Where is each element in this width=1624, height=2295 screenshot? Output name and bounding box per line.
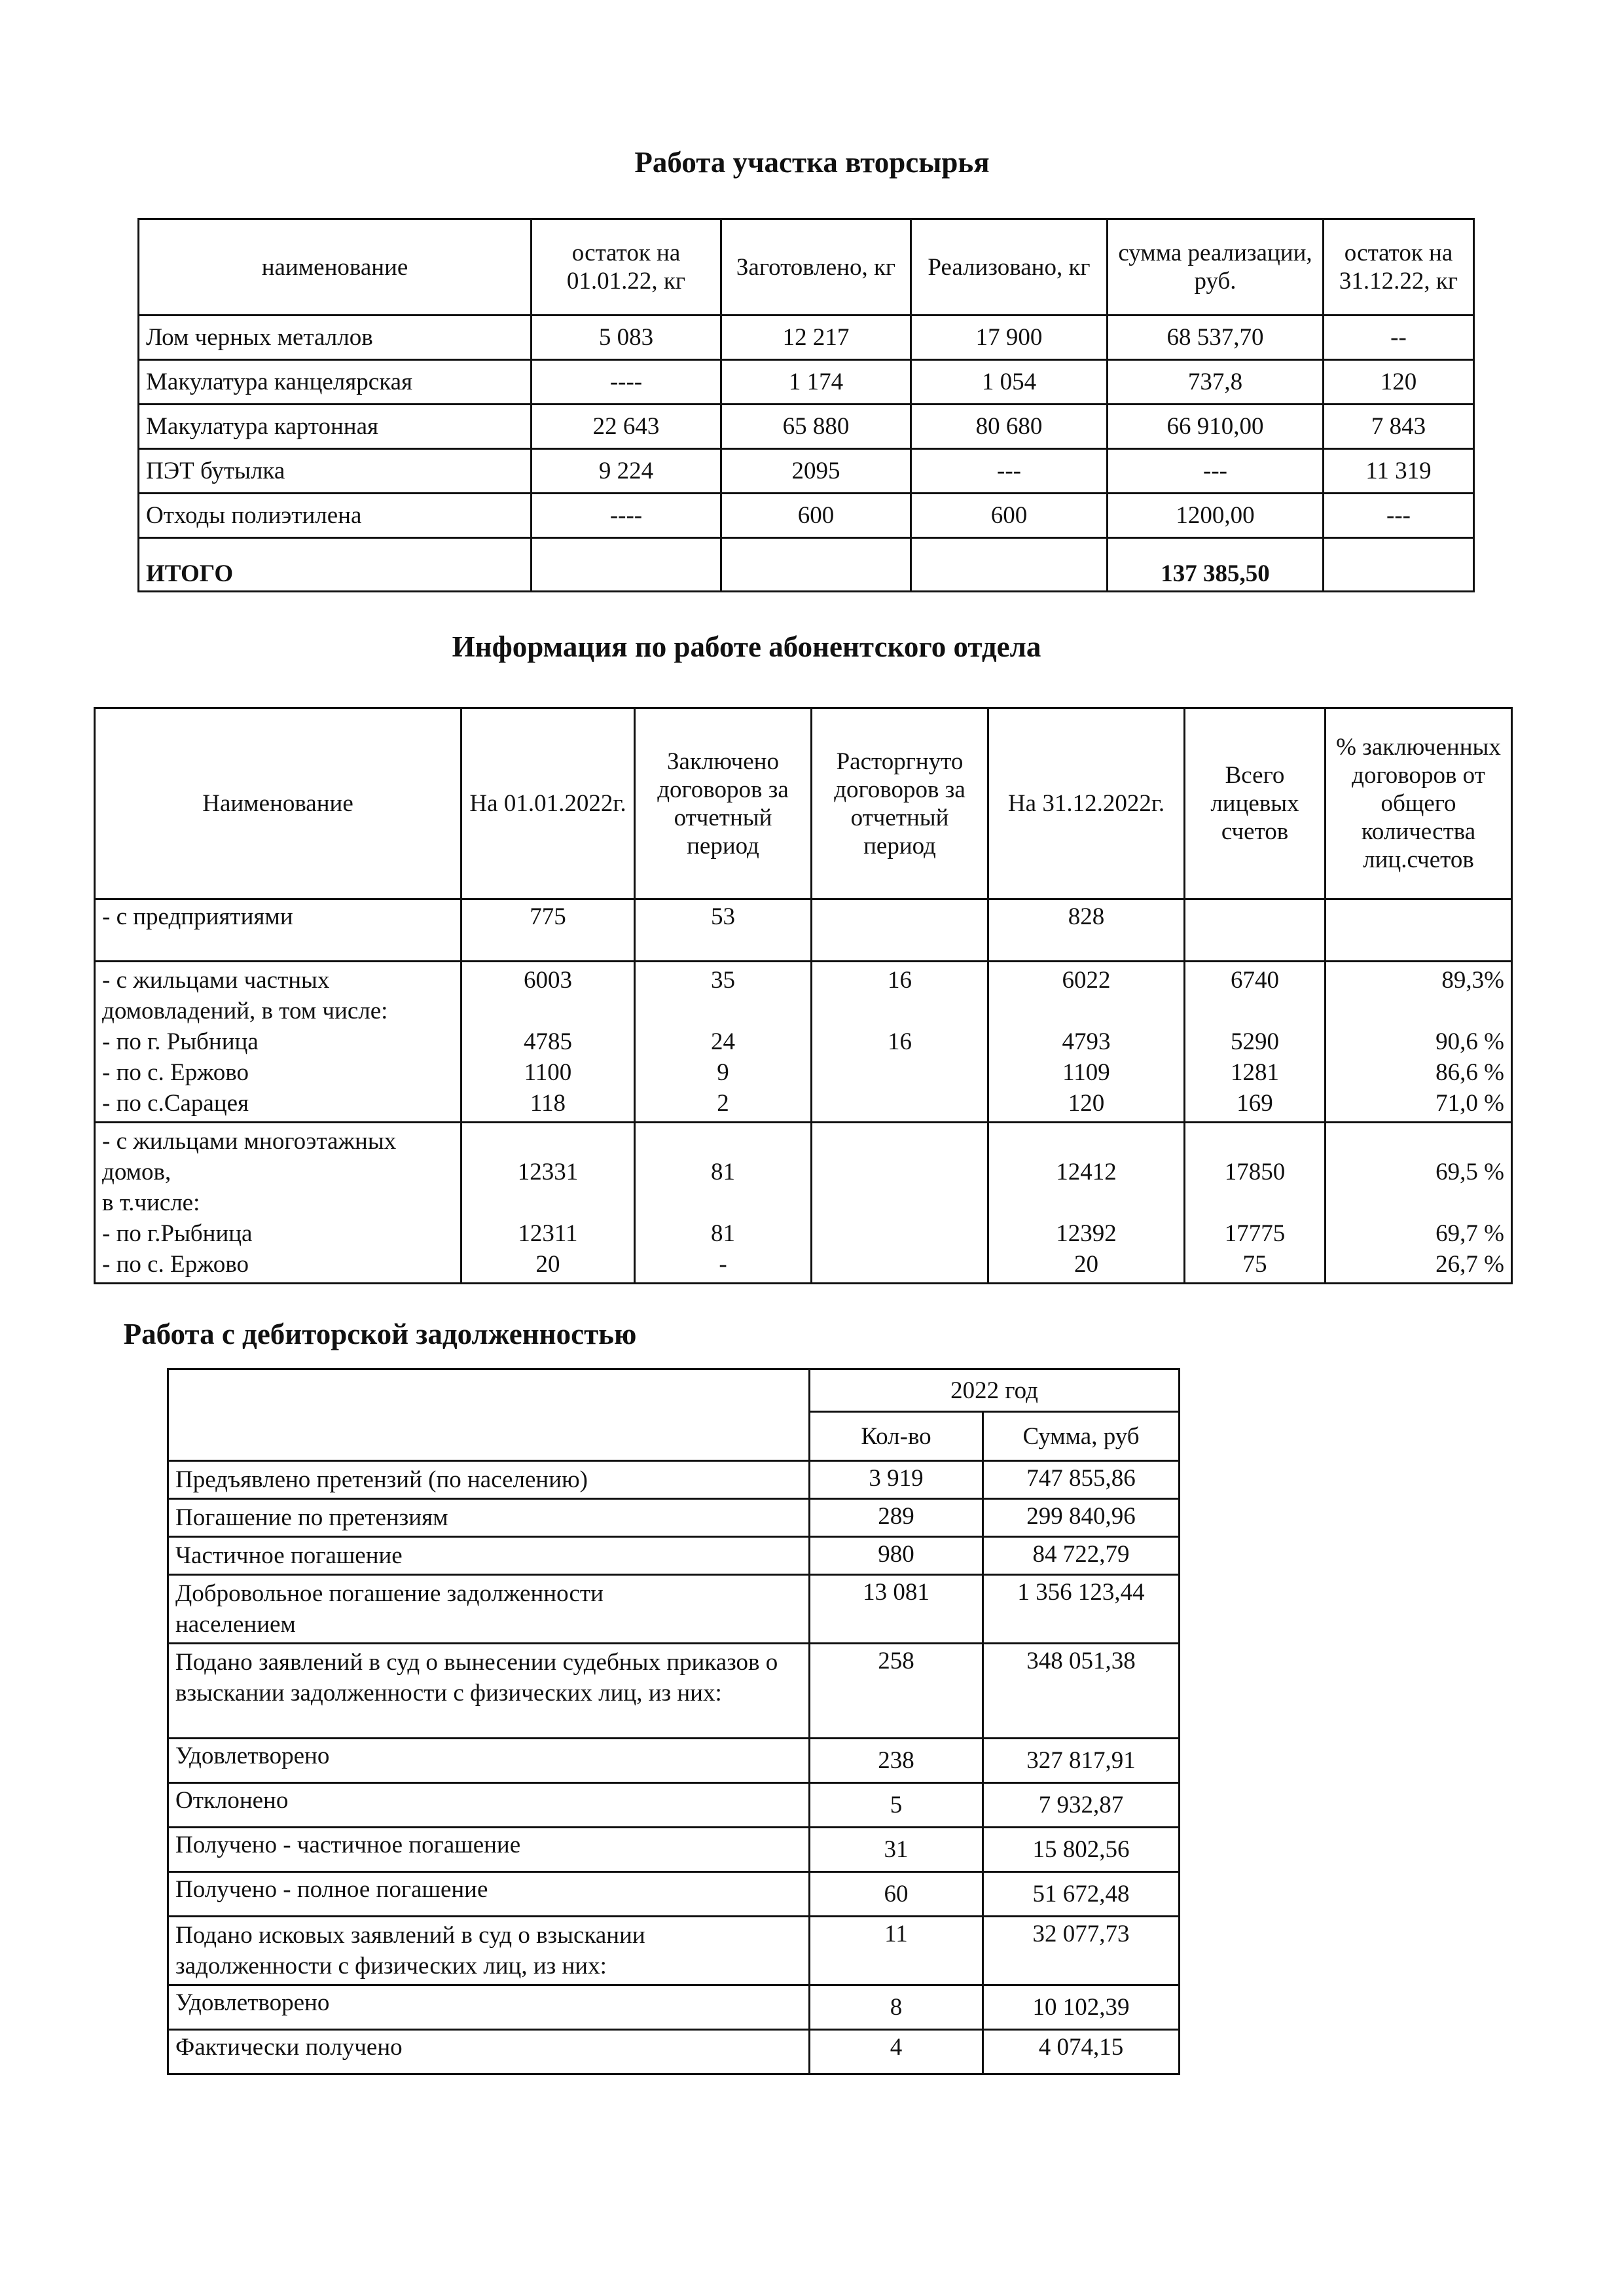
recycling-cell: 22 643	[532, 405, 721, 449]
recycling-cell: 600	[721, 494, 911, 538]
debts-cell: 1 356 123,44	[983, 1575, 1180, 1644]
recycling-cell: 1200,00	[1108, 494, 1324, 538]
subscribers-line: 16	[888, 967, 912, 994]
subscribers-cell	[95, 1123, 461, 1284]
debts-cell: Добровольное погашение задолженности населением	[168, 1575, 810, 1644]
subscribers-line: - по г. Рыбница	[102, 1028, 259, 1055]
subscribers-cell	[812, 1123, 988, 1284]
subscribers-line: -	[719, 1251, 727, 1278]
debts-header-year: 2022 год	[810, 1369, 1180, 1412]
subscribers-cell	[1326, 899, 1512, 962]
debts-cell: 13 081	[810, 1575, 983, 1644]
debts-title: Работа с дебиторской задолженностью	[123, 1318, 637, 1350]
recycling-header-sum: сумма реализации, руб.	[1108, 219, 1324, 316]
table-row	[139, 494, 1474, 538]
subscribers-line: 5290	[1231, 1028, 1279, 1055]
table-row	[168, 1783, 1180, 1828]
table-row	[95, 1123, 1512, 1284]
subscribers-line: - с жильцами многоэтажных	[102, 1128, 397, 1155]
subscribers-cell	[1185, 899, 1326, 962]
subscribers-line: 1100	[524, 1059, 572, 1086]
subscribers-line	[819, 1057, 981, 1088]
subscribers-line: 12311	[518, 1220, 578, 1247]
subscribers-header-concluded: Заключено договоров за отчетный период	[635, 708, 812, 899]
debts-header-sum: Сумма, руб	[983, 1412, 1180, 1461]
recycling-cell: ----	[532, 494, 721, 538]
subscribers-line: - по с. Ержово	[102, 1059, 249, 1086]
subscribers-line	[819, 996, 981, 1026]
subscribers-line: 120	[1068, 1090, 1105, 1117]
subscribers-cell	[988, 1123, 1185, 1284]
debts-cell: 3 919	[810, 1461, 983, 1499]
recycling-cell: ПЭТ бутылка	[139, 449, 532, 494]
subscribers-line: домов,	[102, 1159, 171, 1185]
recycling-cell	[721, 538, 911, 592]
subscribers-line: 81	[711, 1220, 735, 1247]
recycling-cell: ---	[1108, 449, 1324, 494]
subscribers-line: 89,3%	[1441, 967, 1504, 994]
subscribers-line: 1109	[1062, 1059, 1110, 1086]
subscribers-line: 90,6 %	[1435, 1028, 1504, 1055]
recycling-cell: 2095	[721, 449, 911, 494]
recycling-title: Работа участка вторсырья	[634, 146, 990, 179]
subscribers-cell	[1185, 962, 1326, 1123]
recycling-cell: 600	[911, 494, 1108, 538]
subscribers-line	[996, 1187, 1177, 1218]
debts-cell: 31	[810, 1828, 983, 1872]
subscribers-line	[1192, 996, 1318, 1026]
subscribers-line: 118	[530, 1090, 566, 1117]
debts-header-empty	[168, 1369, 810, 1461]
debts-cell: 258	[810, 1644, 983, 1739]
table-row	[168, 1575, 1180, 1644]
subscribers-line	[1333, 996, 1504, 1026]
recycling-cell: 66 910,00	[1108, 405, 1324, 449]
debts-cell: 4 074,15	[983, 2030, 1180, 2074]
subscribers-line	[642, 996, 804, 1026]
recycling-cell: Макулатура канцелярская	[139, 360, 532, 405]
debts-cell: 11	[810, 1917, 983, 1985]
recycling-cell: 5 083	[532, 316, 721, 360]
subscribers-line: 6003	[524, 967, 572, 994]
subscribers-line	[469, 1187, 627, 1218]
subscribers-cell	[1185, 1123, 1326, 1284]
subscribers-line: 9	[717, 1059, 729, 1086]
subscribers-line: 20	[535, 1251, 560, 1278]
recycling-total-label: ИТОГО	[139, 538, 532, 592]
recycling-cell: 1 054	[911, 360, 1108, 405]
subscribers-line: 17775	[1224, 1220, 1286, 1247]
subscribers-cell	[461, 1123, 635, 1284]
subscribers-line: в т.числе:	[102, 1189, 200, 1216]
table-row	[95, 962, 1512, 1123]
debts-cell: Получено - полное погашение	[168, 1872, 810, 1917]
recycling-cell	[1324, 538, 1474, 592]
subscribers-header-row	[95, 708, 1512, 899]
subscribers-cell: 828	[988, 899, 1185, 962]
subscribers-line	[642, 1126, 804, 1157]
subscribers-line: - по с. Ержово	[102, 1251, 249, 1278]
subscribers-line: 35	[711, 967, 735, 994]
debts-cell: Удовлетворено	[168, 1739, 810, 1783]
subscribers-cell	[635, 1123, 812, 1284]
recycling-cell	[911, 538, 1108, 592]
subscribers-cell	[812, 962, 988, 1123]
subscribers-cell	[461, 962, 635, 1123]
subscribers-line	[819, 1088, 981, 1119]
debts-cell: 4	[810, 2030, 983, 2074]
recycling-cell: 7 843	[1324, 405, 1474, 449]
recycling-cell: Макулатура картонная	[139, 405, 532, 449]
table-row	[139, 316, 1474, 360]
subscribers-line: - с жильцами частных	[102, 967, 330, 994]
table-row	[168, 2030, 1180, 2074]
debts-cell: 60	[810, 1872, 983, 1917]
subscribers-line	[996, 996, 1177, 1026]
recycling-header-row	[139, 219, 1474, 316]
debts-cell: 348 051,38	[983, 1644, 1180, 1739]
debts-cell: 238	[810, 1739, 983, 1783]
subscribers-line: 69,7 %	[1435, 1220, 1504, 1247]
debts-cell: 747 855,86	[983, 1461, 1180, 1499]
subscribers-table	[94, 707, 1513, 1284]
debts-table	[167, 1368, 1180, 2075]
subscribers-line	[819, 1218, 981, 1249]
debts-cell: Подано исковых заявлений в суд о взыскании задолженности с физических лиц, из них:	[168, 1917, 810, 1985]
debts-cell: 32 077,73	[983, 1917, 1180, 1985]
subscribers-header-end: На 31.12.2022г.	[988, 708, 1185, 899]
subscribers-cell: - с предприятиями	[95, 899, 461, 962]
table-row	[168, 1461, 1180, 1499]
recycling-total-sum: 137 385,50	[1108, 538, 1324, 592]
subscribers-line: 17850	[1224, 1159, 1286, 1185]
debts-cell: Погашение по претензиям	[168, 1499, 810, 1537]
recycling-cell: 68 537,70	[1108, 316, 1324, 360]
subscribers-line: 69,5 %	[1435, 1159, 1504, 1185]
debts-cell: 5	[810, 1783, 983, 1828]
subscribers-line	[819, 1126, 981, 1157]
debts-cell: Удовлетворено	[168, 1985, 810, 2030]
subscribers-line: 2	[717, 1090, 729, 1117]
subscribers-cell	[635, 962, 812, 1123]
subscribers-cell: 53	[635, 899, 812, 962]
table-row	[168, 1739, 1180, 1783]
subscribers-line	[1333, 1126, 1504, 1157]
subscribers-title: Информация по работе абонентского отдела	[452, 630, 1041, 663]
subscribers-cell	[1326, 1123, 1512, 1284]
subscribers-line: 81	[711, 1159, 735, 1185]
debts-cell: Подано заявлений в суд о вынесении судебных приказов о взыскании задолженности с физических лиц, из них:	[168, 1644, 810, 1739]
subscribers-header-percent: % заключенных договоров от общего количества лиц.счетов	[1326, 708, 1512, 899]
table-row	[168, 1985, 1180, 2030]
subscribers-line	[642, 1187, 804, 1218]
debts-cell: 7 932,87	[983, 1783, 1180, 1828]
subscribers-line: 71,0 %	[1435, 1090, 1504, 1117]
debts-cell: 51 672,48	[983, 1872, 1180, 1917]
recycling-cell: ----	[532, 360, 721, 405]
subscribers-cell	[812, 899, 988, 962]
table-row	[168, 1499, 1180, 1537]
recycling-cell: Лом черных металлов	[139, 316, 532, 360]
recycling-cell: 12 217	[721, 316, 911, 360]
subscribers-line: домовладений, в том числе:	[102, 998, 388, 1024]
recycling-cell: 737,8	[1108, 360, 1324, 405]
table-row	[139, 449, 1474, 494]
recycling-cell: 65 880	[721, 405, 911, 449]
recycling-cell: 9 224	[532, 449, 721, 494]
debts-cell: Частичное погашение	[168, 1537, 810, 1575]
subscribers-cell	[95, 962, 461, 1123]
subscribers-line: 4793	[1062, 1028, 1111, 1055]
table-row	[168, 1828, 1180, 1872]
debts-cell: Получено - частичное погашение	[168, 1828, 810, 1872]
subscribers-cell	[988, 962, 1185, 1123]
table-row	[95, 899, 1512, 962]
subscribers-line: 6022	[1062, 967, 1111, 994]
recycling-cell: ---	[1324, 494, 1474, 538]
debts-cell: Предъявлено претензий (по населению)	[168, 1461, 810, 1499]
recycling-cell: 120	[1324, 360, 1474, 405]
subscribers-line	[996, 1126, 1177, 1157]
table-row	[139, 360, 1474, 405]
table-row	[139, 405, 1474, 449]
debts-cell: Отклонено	[168, 1783, 810, 1828]
recycling-header-sold: Реализовано, кг	[911, 219, 1108, 316]
debts-cell: 15 802,56	[983, 1828, 1180, 1872]
subscribers-line: 86,6 %	[1435, 1059, 1504, 1086]
subscribers-line: 75	[1242, 1251, 1267, 1278]
recycling-header-end: остаток на 31.12.22, кг	[1324, 219, 1474, 316]
subscribers-line: 4785	[524, 1028, 572, 1055]
table-row	[168, 1644, 1180, 1739]
recycling-header-start: остаток на 01.01.22, кг	[532, 219, 721, 316]
recycling-header-collected: Заготовлено, кг	[721, 219, 911, 316]
subscribers-line: - по с.Сарацея	[102, 1090, 249, 1117]
debts-cell: 327 817,91	[983, 1739, 1180, 1783]
subscribers-line	[1192, 1126, 1318, 1157]
table-row	[168, 1537, 1180, 1575]
table-row	[168, 1917, 1180, 1985]
recycling-cell	[532, 538, 721, 592]
subscribers-line	[1192, 1187, 1318, 1218]
debts-cell: Фактически получено	[168, 2030, 810, 2074]
subscribers-line	[1333, 1187, 1504, 1218]
recycling-total-row	[139, 538, 1474, 592]
subscribers-line	[819, 1187, 981, 1218]
subscribers-header-start: На 01.01.2022г.	[461, 708, 635, 899]
debts-cell: 289	[810, 1499, 983, 1537]
table-row	[168, 1872, 1180, 1917]
subscribers-line: 16	[888, 1028, 912, 1055]
recycling-cell: ---	[911, 449, 1108, 494]
subscribers-cell: 775	[461, 899, 635, 962]
debts-cell: 84 722,79	[983, 1537, 1180, 1575]
subscribers-line: 20	[1074, 1251, 1098, 1278]
subscribers-line	[819, 1249, 981, 1280]
subscribers-line: 26,7 %	[1435, 1251, 1504, 1278]
debts-cell: 10 102,39	[983, 1985, 1180, 2030]
subscribers-header-terminated: Расторгнуто договоров за отчетный период	[812, 708, 988, 899]
subscribers-line	[469, 996, 627, 1026]
debts-cell: 299 840,96	[983, 1499, 1180, 1537]
subscribers-line: 12412	[1056, 1159, 1117, 1185]
subscribers-line	[819, 1157, 981, 1187]
recycling-cell: Отходы полиэтилена	[139, 494, 532, 538]
subscribers-header-name: Наименование	[95, 708, 461, 899]
subscribers-line	[469, 1126, 627, 1157]
recycling-table	[137, 218, 1475, 592]
recycling-cell: 1 174	[721, 360, 911, 405]
subscribers-line: 6740	[1231, 967, 1279, 994]
subscribers-line: 24	[711, 1028, 735, 1055]
debts-header-row	[168, 1369, 1180, 1412]
recycling-cell: 11 319	[1324, 449, 1474, 494]
recycling-cell: --	[1324, 316, 1474, 360]
subscribers-cell	[1326, 962, 1512, 1123]
debts-cell: 980	[810, 1537, 983, 1575]
debts-header-qty: Кол-во	[810, 1412, 983, 1461]
subscribers-header-accounts: Всего лицевых счетов	[1185, 708, 1326, 899]
subscribers-line: 12331	[517, 1159, 579, 1185]
subscribers-line: 1281	[1231, 1059, 1279, 1086]
recycling-cell: 17 900	[911, 316, 1108, 360]
subscribers-line: 169	[1236, 1090, 1273, 1117]
recycling-header-name: наименование	[139, 219, 532, 316]
debts-cell: 8	[810, 1985, 983, 2030]
recycling-cell: 80 680	[911, 405, 1108, 449]
subscribers-line: - по г.Рыбница	[102, 1220, 253, 1247]
subscribers-line: 12392	[1056, 1220, 1117, 1247]
